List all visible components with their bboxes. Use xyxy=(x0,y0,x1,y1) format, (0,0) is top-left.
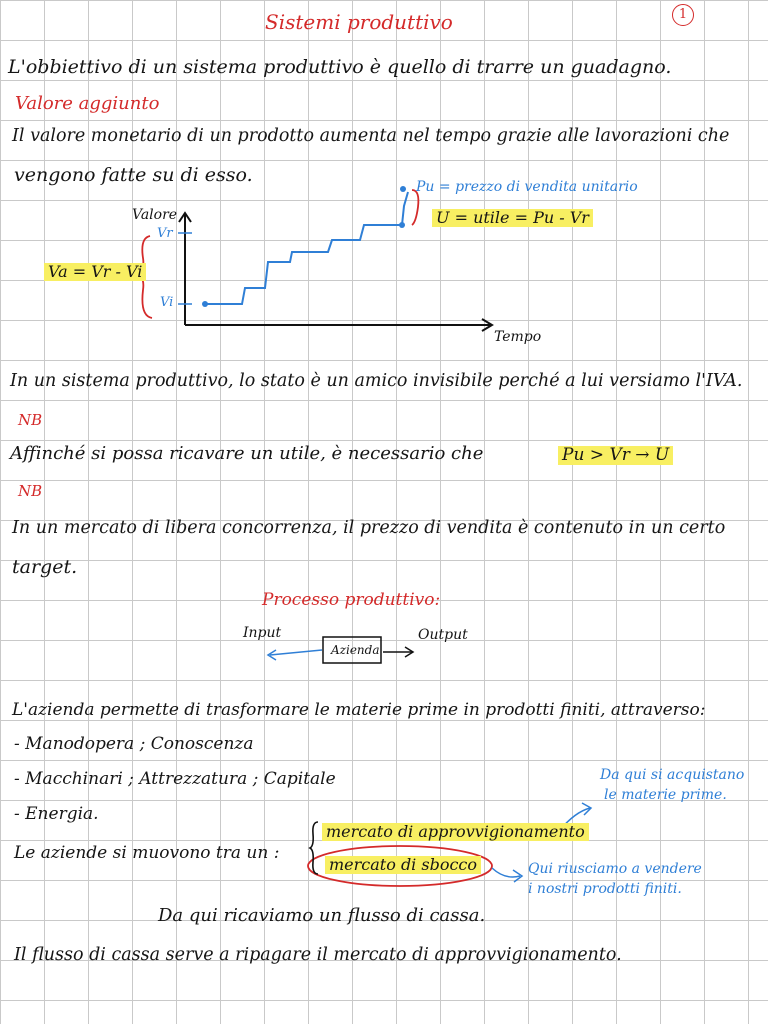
utile-condition-text: Affinché si possa ricavare un utile, è necessario che xyxy=(10,443,484,464)
intro-line: L'obbiettivo di un sistema produttivo è quello di trarre un guadagno. xyxy=(8,56,672,78)
pu-note: Pu = prezzo di vendita unitario xyxy=(416,179,638,195)
utile-condition-formula: Pu > Vr → U xyxy=(558,446,673,465)
valore-line-1: Il valore monetario di un prodotto aumenta nel tempo grazie alle lavorazioni che xyxy=(12,126,730,146)
market-approvvigionamento: mercato di approvvigionamento xyxy=(322,823,589,841)
value-step-curve xyxy=(205,192,408,304)
nb-label-2: NB xyxy=(18,482,43,500)
note-vendere-2: i nostri prodotti finiti. xyxy=(528,881,682,897)
process-azienda: Azienda xyxy=(331,643,380,657)
input-arrow-line xyxy=(270,650,322,655)
vr-point xyxy=(399,222,405,228)
graph-xlabel: Tempo xyxy=(494,329,542,345)
u-formula: U = utile = Pu - Vr xyxy=(432,209,593,227)
markets-brace xyxy=(310,822,318,874)
heading-valore-aggiunto: Valore aggiunto xyxy=(15,93,160,114)
markets-intro: Le aziende si muovono tra un : xyxy=(14,843,280,863)
concorrenza-line-1: In un mercato di libera concorrenza, il prezzo di vendita è contenuto in un certo xyxy=(12,518,726,538)
graph-vr-label: Vr xyxy=(157,226,173,241)
note-vendere-1: Qui riusciamo a vendere xyxy=(528,861,702,877)
vi-point xyxy=(202,301,208,307)
iva-line: In un sistema produttivo, lo stato è un amico invisibile perché a lui versiamo l'IVA. xyxy=(10,371,743,391)
resource-item-3: - Energia. xyxy=(14,804,99,824)
closing-line-1: Da qui ricaviamo un flusso di cassa. xyxy=(158,905,486,926)
page-title: Sistemi produttivo xyxy=(265,10,453,34)
note-acquistano-1: Da qui si acquistano xyxy=(600,767,745,783)
process-output: Output xyxy=(418,627,468,643)
graph-ylabel: Valore xyxy=(132,207,178,223)
valore-line-2: vengono fatte su di esso. xyxy=(14,164,253,186)
nb-label-1: NB xyxy=(18,411,43,429)
closing-line-2: Il flusso di cassa serve a ripagare il mercato di approvvigionamento. xyxy=(14,945,622,965)
concorrenza-line-2: target. xyxy=(12,556,78,578)
resource-item-2: - Macchinari ; Attrezzatura ; Capitale xyxy=(14,769,336,789)
market-sbocco: mercato di sbocco xyxy=(325,856,481,874)
resources-intro: L'azienda permette di trasformare le materie prime in prodotti finiti, attraverso: xyxy=(12,700,706,720)
note-acquistano-2: le materie prime. xyxy=(604,787,727,803)
pu-point xyxy=(400,186,406,192)
utile-bracket xyxy=(412,190,418,225)
va-formula: Va = Vr - Vi xyxy=(44,263,146,281)
process-heading: Processo produttivo: xyxy=(262,590,441,610)
graph-vi-label: Vi xyxy=(160,295,174,310)
resource-item-1: - Manodopera ; Conoscenza xyxy=(14,734,254,754)
process-input: Input xyxy=(243,625,282,641)
page-number: 1 xyxy=(672,4,694,26)
